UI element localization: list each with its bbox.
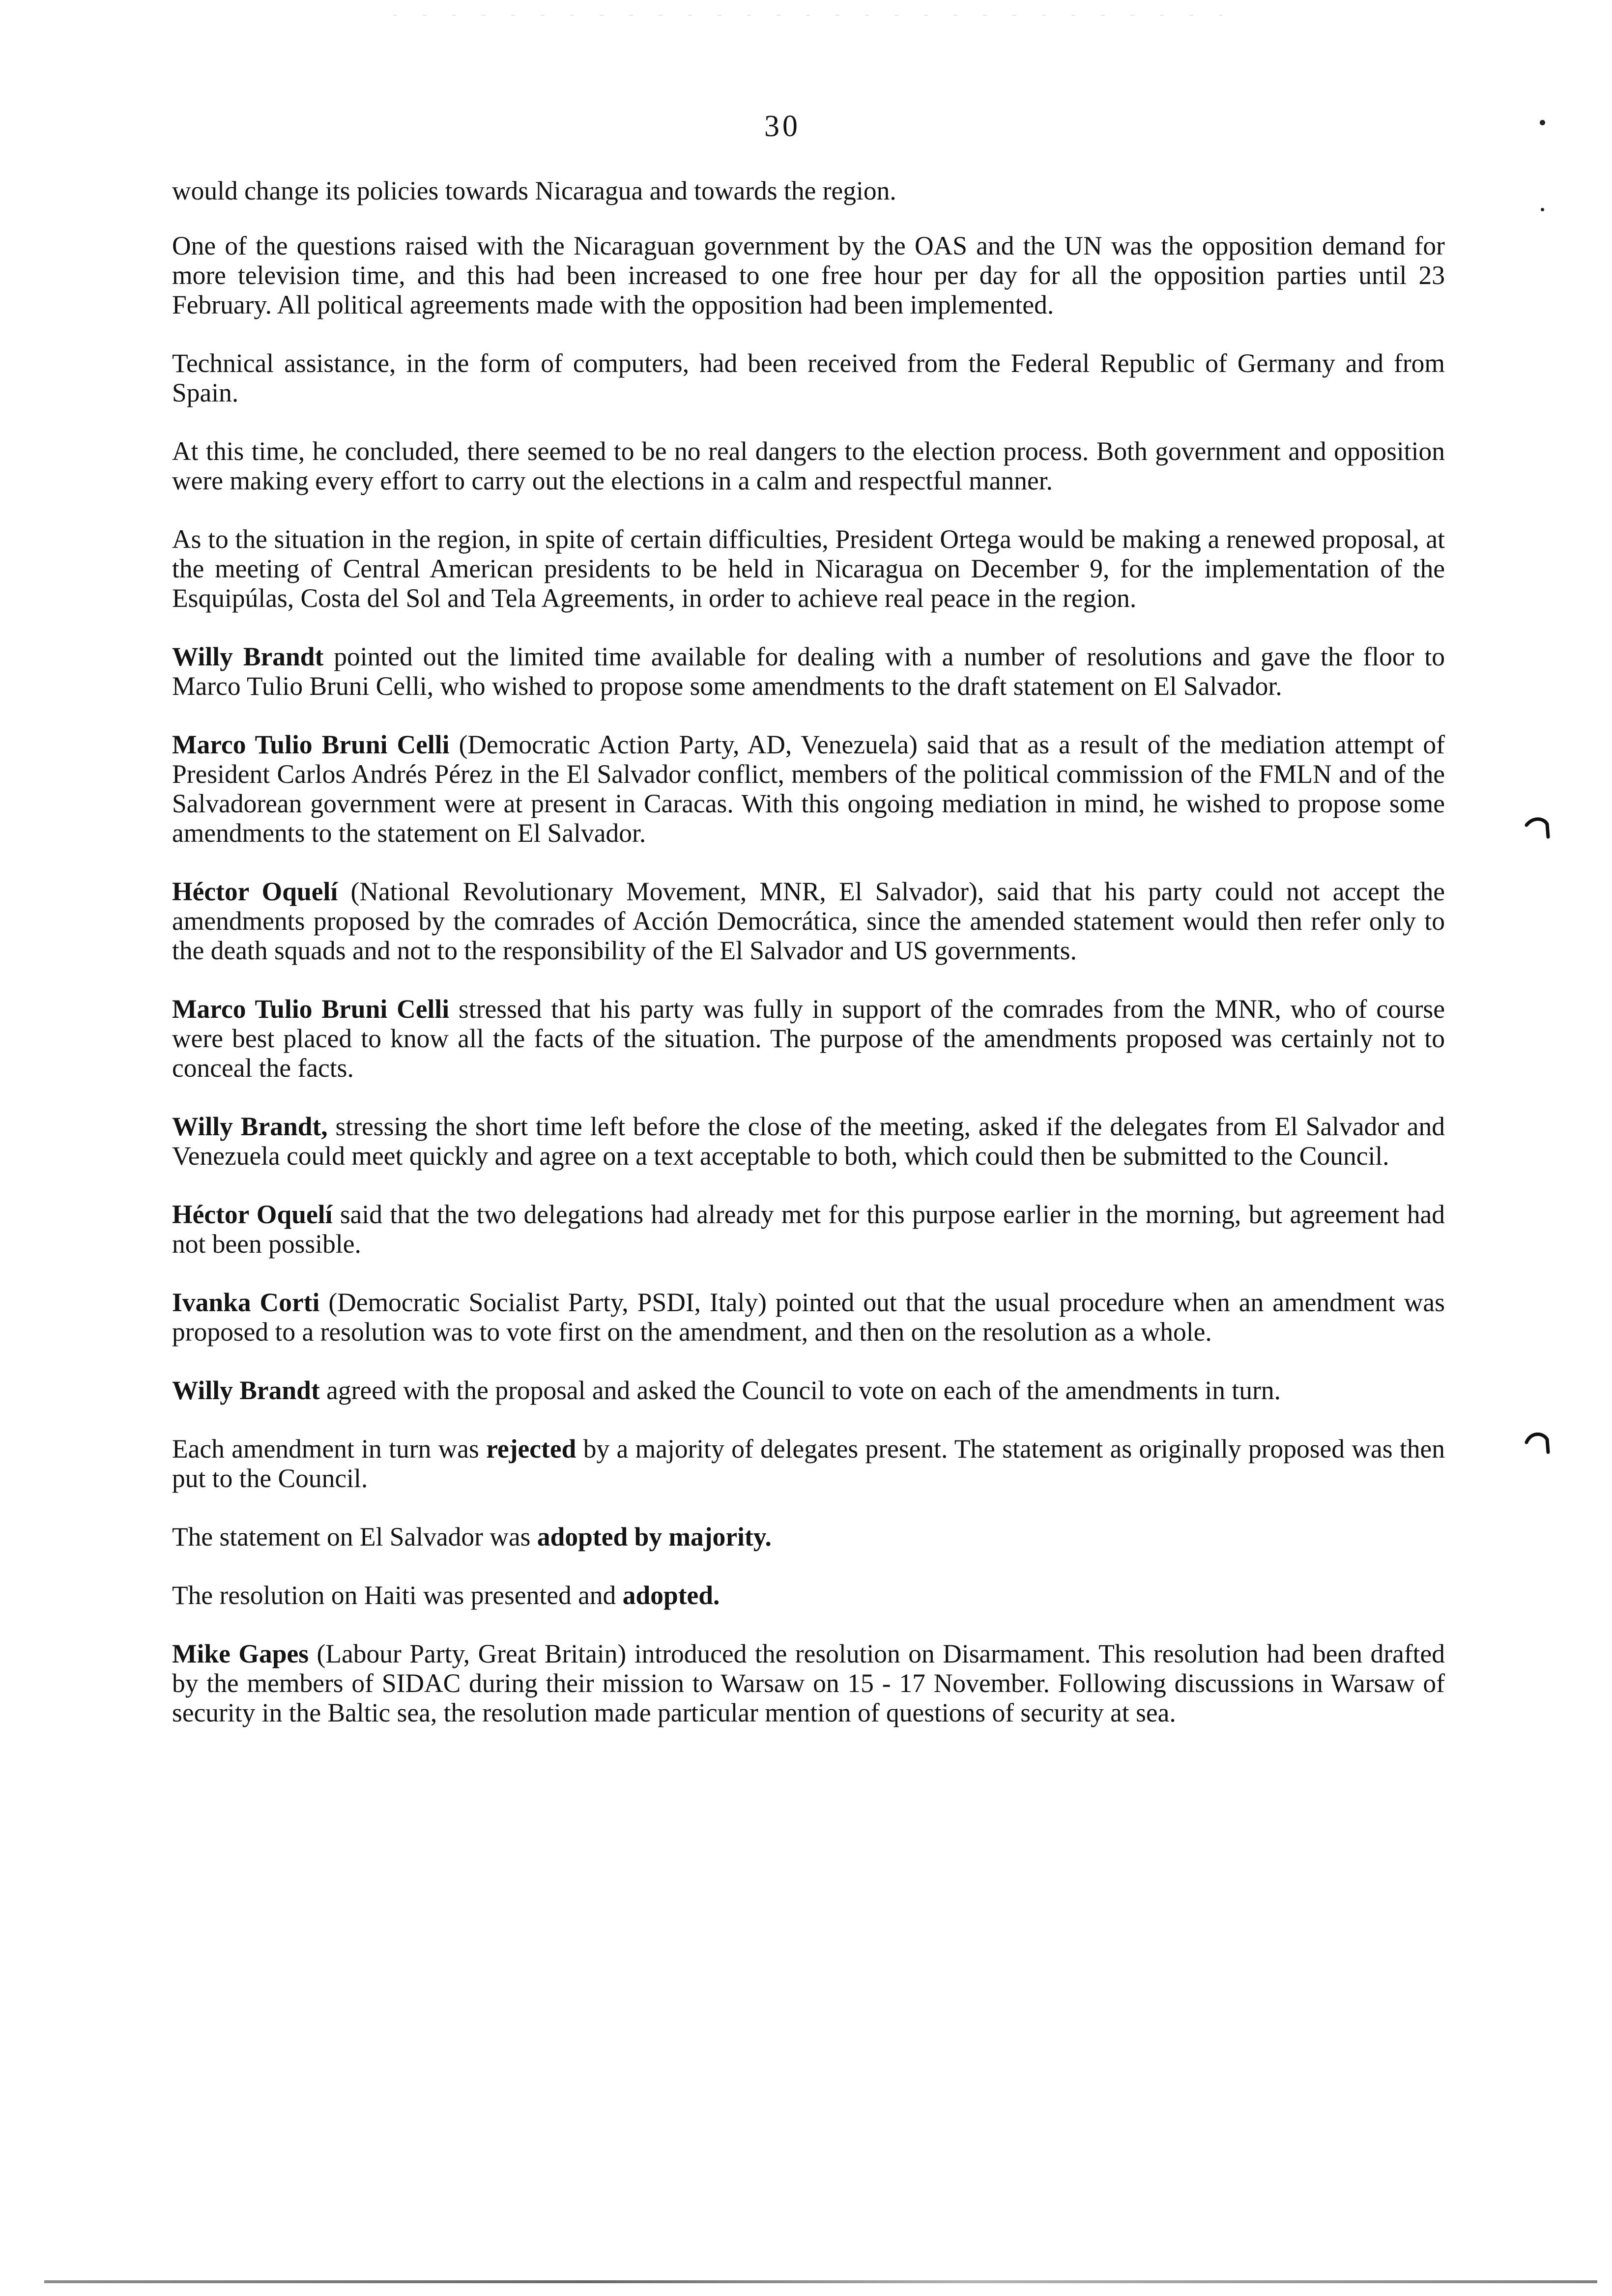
speaker-name: Marco Tulio Bruni Celli — [172, 994, 450, 1024]
speaker-name: Héctor Oquelí — [172, 1200, 333, 1229]
speaker-paragraph — [172, 1376, 1445, 1405]
bottom-edge-rule — [44, 2280, 1597, 2283]
speaker-remark: said that the two delegations had already met for this purpose earlier in the morning, but agreement had not been possible. — [172, 1200, 1445, 1259]
speaker-paragraph — [172, 1639, 1445, 1727]
speaker-remark: pointed out the limited time available for dealing with a number of resolutions and gave the floor to Marco Tulio Bruni Celli, who wished to propose some amendments to the draft statement on El Salvador. — [172, 642, 1445, 701]
speaker-remark: stressing the short time left before the close of the meeting, asked if the delegates from El Salvador and Venezuela could meet quickly and agree on a text acceptable to both, which could then be submitted to the Council. — [172, 1112, 1445, 1171]
paragraph: would change its policies towards Nicaragua and towards the region. — [172, 176, 896, 205]
speaker-paragraph — [172, 1200, 1445, 1259]
paragraph: One of the questions raised with the Nicaraguan government by the OAS and the UN was the opposition demand for more television time, and this had been increased to one free hour per day for all the opposition parties until 23 February. All political agreements made with the opposition had been implemented. — [172, 231, 1445, 319]
paragraph: As to the situation in the region, in spite of certain difficulties, President Ortega would be making a renewed proposal, at the meeting of Central American presidents to be held in Nicaragua on December 9, for the implementation of the Esquipúlas, Costa del Sol and Tela Agreements, in order to achieve real peace in the region. — [172, 524, 1445, 613]
decision-paragraph — [172, 1580, 1445, 1610]
decision-text: The resolution on Haiti was presented and — [172, 1580, 623, 1610]
speaker-name: Mike Gapes — [172, 1639, 309, 1668]
margin-dot-1 — [1540, 120, 1545, 125]
scan-artifact-top — [393, 15, 1229, 16]
punch-hole-mark-2 — [1523, 1428, 1554, 1459]
decision-text: Each amendment in turn was — [172, 1434, 487, 1464]
speaker-remark: (Labour Party, Great Britain) introduced the resolution on Disarmament. This resolution had been drafted by the members of SIDAC during their mission to Warsaw on 15 - 17 November. Following discussions in Warsaw of security in the Baltic sea, the resolution made particular mention of questions of security at sea. — [172, 1639, 1445, 1727]
paragraph: At this time, he concluded, there seemed to be no real dangers to the election process. Both government and opposition were making every effort to carry out the elections in a calm and respectful manner. — [172, 436, 1445, 495]
paragraph: Technical assistance, in the form of computers, had been received from the Federal Republic of Germany and from Spain. — [172, 348, 1445, 407]
speaker-paragraph — [172, 1112, 1445, 1171]
decision-text: by a majority of delegates present. The statement as originally proposed was then put to the Council. — [172, 1434, 1445, 1493]
speaker-remark: agreed with the proposal and asked the Council to vote on each of the amendments in turn. — [319, 1376, 1281, 1405]
page-number: 30 — [764, 110, 801, 143]
decision-outcome: rejected — [486, 1434, 576, 1464]
speaker-remark: stressed that his party was fully in support of the comrades from the MNR, who of course were best placed to know all the facts of the situation. The purpose of the amendments proposed was certainly not to conceal the facts. — [172, 994, 1445, 1083]
speaker-name: Willy Brandt — [172, 642, 324, 671]
speaker-name: Willy Brandt — [172, 1376, 320, 1405]
decision-outcome: adopted by majority. — [537, 1522, 772, 1551]
decision-outcome: adopted. — [622, 1580, 720, 1610]
margin-dot-2 — [1541, 208, 1544, 211]
speaker-paragraph — [172, 877, 1445, 965]
speaker-paragraph — [172, 1288, 1445, 1347]
speaker-remark: (Democratic Action Party, AD, Venezuela) said that as a result of the mediation attempt of President Carlos Andrés Pérez in the El Salvador conflict, members of the political commission of the FMLN and of the Salvadorean government were at present in Caracas. With this ongoing mediation in mind, he wished to propose some amendments to the statement on El Salvador. — [172, 730, 1445, 848]
decision-paragraph — [172, 1434, 1445, 1493]
punch-hole-mark-1 — [1523, 813, 1554, 845]
document-body — [172, 176, 1445, 1756]
speaker-paragraph — [172, 994, 1445, 1083]
speaker-name: Marco Tulio Bruni Celli — [172, 730, 450, 759]
speaker-name: Héctor Oquelí — [172, 877, 338, 906]
speaker-paragraph — [172, 730, 1445, 848]
speaker-paragraph — [172, 642, 1445, 701]
speaker-name: Willy Brandt, — [172, 1112, 328, 1141]
decision-text: The statement on El Salvador was — [172, 1522, 537, 1551]
speaker-name: Ivanka Corti — [172, 1288, 320, 1317]
decision-paragraph — [172, 1522, 1445, 1551]
speaker-remark: (National Revolutionary Movement, MNR, El Salvador), said that his party could not accept the amendments proposed by the comrades of Acción Democrática, since the amended statement would then refer only to the death squads and not to the responsibility of the El Salvador and US governments. — [172, 877, 1445, 965]
speaker-remark: (Democratic Socialist Party, PSDI, Italy) pointed out that the usual procedure when an amendment was proposed to a resolution was to vote first on the amendment, and then on the resolution as a whole. — [172, 1288, 1445, 1347]
